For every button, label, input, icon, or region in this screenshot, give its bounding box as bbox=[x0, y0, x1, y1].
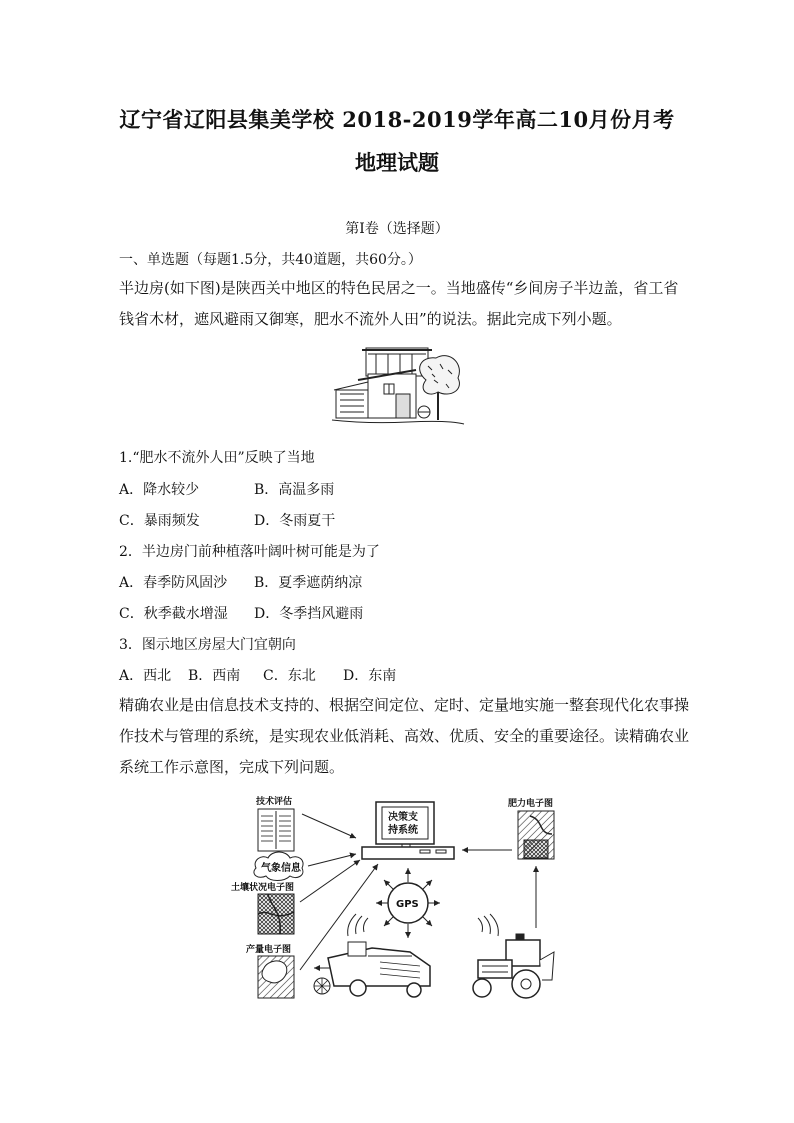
question-1-option-a: A．降水较少 bbox=[119, 482, 200, 498]
label-tech-evaluation: 技术评估 bbox=[256, 797, 293, 807]
question-1-stem: 1.“肥水不流外人田”反映了当地 bbox=[119, 450, 315, 466]
passage-1: 半边房(如下图)是陕西关中地区的特色民居之一。当地盛传“乡间房子半边盖，省工省钱省木材，遮风避雨又御寒，肥水不流外人田”的说法。据此完成下列小题。 bbox=[119, 279, 679, 328]
question-2-option-c: C．秋季截水增湿 bbox=[119, 606, 228, 622]
question-3-stem: 3．图示地区房屋大门宜朝向 bbox=[119, 637, 296, 653]
section-title: 第Ⅰ卷（选择题） bbox=[345, 221, 449, 237]
document-subtitle: 地理试题 bbox=[355, 150, 439, 175]
precision-agriculture-diagram bbox=[230, 790, 580, 1012]
question-3-option-b: B．西南 bbox=[188, 668, 241, 684]
question-1-option-c: C．暴雨频发 bbox=[119, 513, 200, 529]
half-side-house-illustration bbox=[328, 340, 468, 430]
question-2-stem: 2．半边房门前种植落叶阔叶树可能是为了 bbox=[119, 544, 380, 560]
question-2-option-d: D．冬季挡风避雨 bbox=[254, 606, 364, 622]
question-2-option-a: A．春季防风固沙 bbox=[119, 575, 228, 591]
question-2-option-b: B．夏季遮荫纳凉 bbox=[254, 575, 363, 591]
label-yield-map: 产量电子图 bbox=[246, 945, 292, 955]
label-dss-line2: 持系统 bbox=[388, 825, 418, 836]
section-instructions: 一、单选题（每题1.5分，共40道题，共60分。） bbox=[119, 252, 422, 268]
passage-2: 精确农业是由信息技术支持的、根据空间定位、定时、定量地实施一整套现代化农事操作技术与管理的系统，是实现农业低消耗、高效、优质、安全的重要途径。读精确农业系统工作示意图，完成下列问题。 bbox=[119, 696, 690, 776]
question-3-option-c: C．东北 bbox=[263, 668, 316, 684]
label-weather-info: 气象信息 bbox=[261, 863, 301, 874]
question-1-option-d: D．冬雨夏干 bbox=[254, 513, 336, 529]
label-fertility-map: 肥力电子图 bbox=[508, 799, 554, 809]
question-3-option-d: D．东南 bbox=[343, 668, 397, 684]
question-1-option-b: B．高温多雨 bbox=[254, 482, 335, 498]
label-soil-map: 土壤状况电子图 bbox=[231, 883, 295, 893]
question-3-option-a: A．西北 bbox=[119, 668, 172, 684]
label-gps: GPS bbox=[396, 899, 419, 910]
document-title: 辽宁省辽阳县集美学校 2018-2019学年高二10月份月考 bbox=[119, 107, 675, 132]
label-dss-line1: 决策支 bbox=[388, 812, 418, 823]
